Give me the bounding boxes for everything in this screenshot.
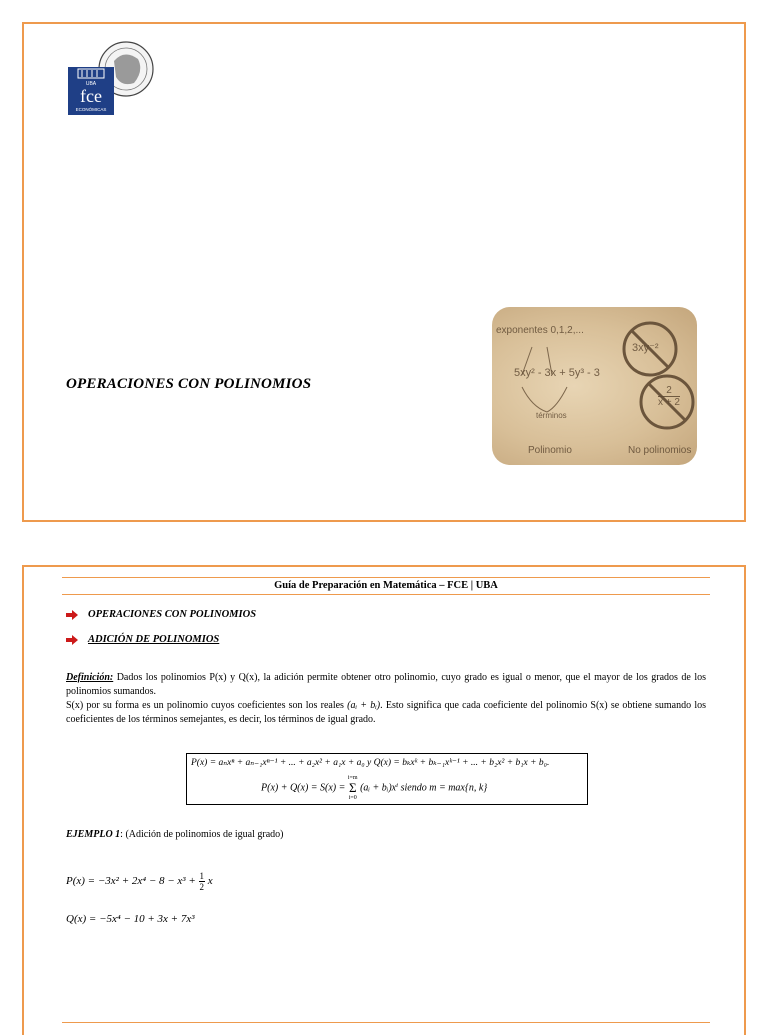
page-header: Guía de Preparación en Matemática – FCE | UBA — [62, 577, 710, 595]
sx-text-2: . Esto significa que cada coeficiente del polinomio S(x) se obtiene sumando los coeficientes de los términos semejantes, es decir, los términos de igual grado. — [66, 700, 706, 725]
example-label: EJEMPLO 1 — [66, 829, 121, 840]
arrow-right-icon — [66, 610, 78, 620]
photo-non-poly-2-num: 2 — [666, 385, 672, 396]
fraction-den: 2 — [199, 882, 205, 892]
sx-pair: (aᵢ + bᵢ) — [347, 700, 381, 711]
sx-text-1: S(x) por su forma es un polinomio cuyos coeficientes son los reales — [66, 700, 348, 711]
definition-text: Dados los polinomios P(x) y Q(x), la adición permite obtener otro polinomio, cuyo grado es igual o menor, que el mayor de los grados de los polinomios sumandos. — [66, 672, 706, 697]
photo-exponentes: exponentes 0,1,2,... — [496, 325, 584, 336]
polynomial-illustration — [492, 307, 697, 465]
arrow-right-icon — [66, 635, 78, 645]
definition-paragraph — [66, 671, 706, 727]
photo-non-poly-2-den: x + 2 — [658, 397, 680, 408]
equation-p — [66, 871, 213, 892]
equation-p-tail: x — [207, 875, 213, 888]
bullet-operaciones-label: OPERACIONES CON POLINOMIOS — [88, 609, 257, 620]
formula-line-1: P(x) = aₙxⁿ + aₙ₋₁xⁿ⁻¹ + ... + a₂x² + a₁x + a₀ y Q(x) = bₖxᵏ + bₖ₋₁xᵏ⁻¹ + ... + b₂x² + b₁x + b₀. — [191, 758, 550, 768]
cover-title: OPERACIONES CON POLINOMIOS — [66, 376, 312, 392]
bullet-operaciones — [66, 609, 256, 620]
photo-non-poly-2 — [658, 385, 680, 408]
equation-q: Q(x) = −5x⁴ − 10 + 3x + 7x³ — [66, 913, 195, 925]
sum-top: i=m — [347, 775, 358, 781]
bottom-rule — [62, 1022, 710, 1023]
definition-label: Definición: — [66, 672, 114, 683]
photo-label-no-polinomios: No polinomios — [628, 445, 692, 456]
bullet-adicion — [66, 634, 219, 645]
logo-text: fce — [80, 86, 102, 106]
formula-line-2-b: (aᵢ + bᵢ)xⁱ siendo m = max{n, k} — [360, 782, 488, 794]
formula-summation — [348, 774, 358, 802]
sum-bottom: i=0 — [348, 795, 357, 801]
example-1-heading — [66, 829, 283, 840]
formula-line-2-a: P(x) + Q(x) = S(x) = — [261, 782, 348, 794]
fce-uba-logo — [64, 39, 164, 119]
cover-page — [22, 22, 746, 522]
example-text: : (Adición de polinomios de igual grado) — [120, 829, 284, 840]
photo-terminos: términos — [536, 411, 567, 420]
content-page — [22, 565, 746, 1035]
photo-polynomial: 5xy² - 3x + 5y³ - 3 — [514, 367, 600, 379]
fraction-num: 1 — [199, 871, 205, 881]
equation-p-fraction — [199, 871, 206, 892]
bullet-adicion-label: ADICIÓN DE POLINOMIOS — [88, 634, 220, 645]
equation-p-main: P(x) = −3x² + 2x⁴ − 8 − x³ + — [66, 875, 199, 888]
logo-caption: ECONÓMICAS — [75, 107, 107, 112]
logo-subtext: UBA — [85, 81, 97, 87]
photo-non-poly-1: 3xy⁻² — [632, 342, 659, 354]
sum-sign: Σ — [348, 780, 357, 795]
formula-line-2 — [261, 774, 487, 802]
photo-label-polinomio: Polinomio — [528, 445, 572, 456]
adicion-formula-box — [186, 753, 588, 805]
